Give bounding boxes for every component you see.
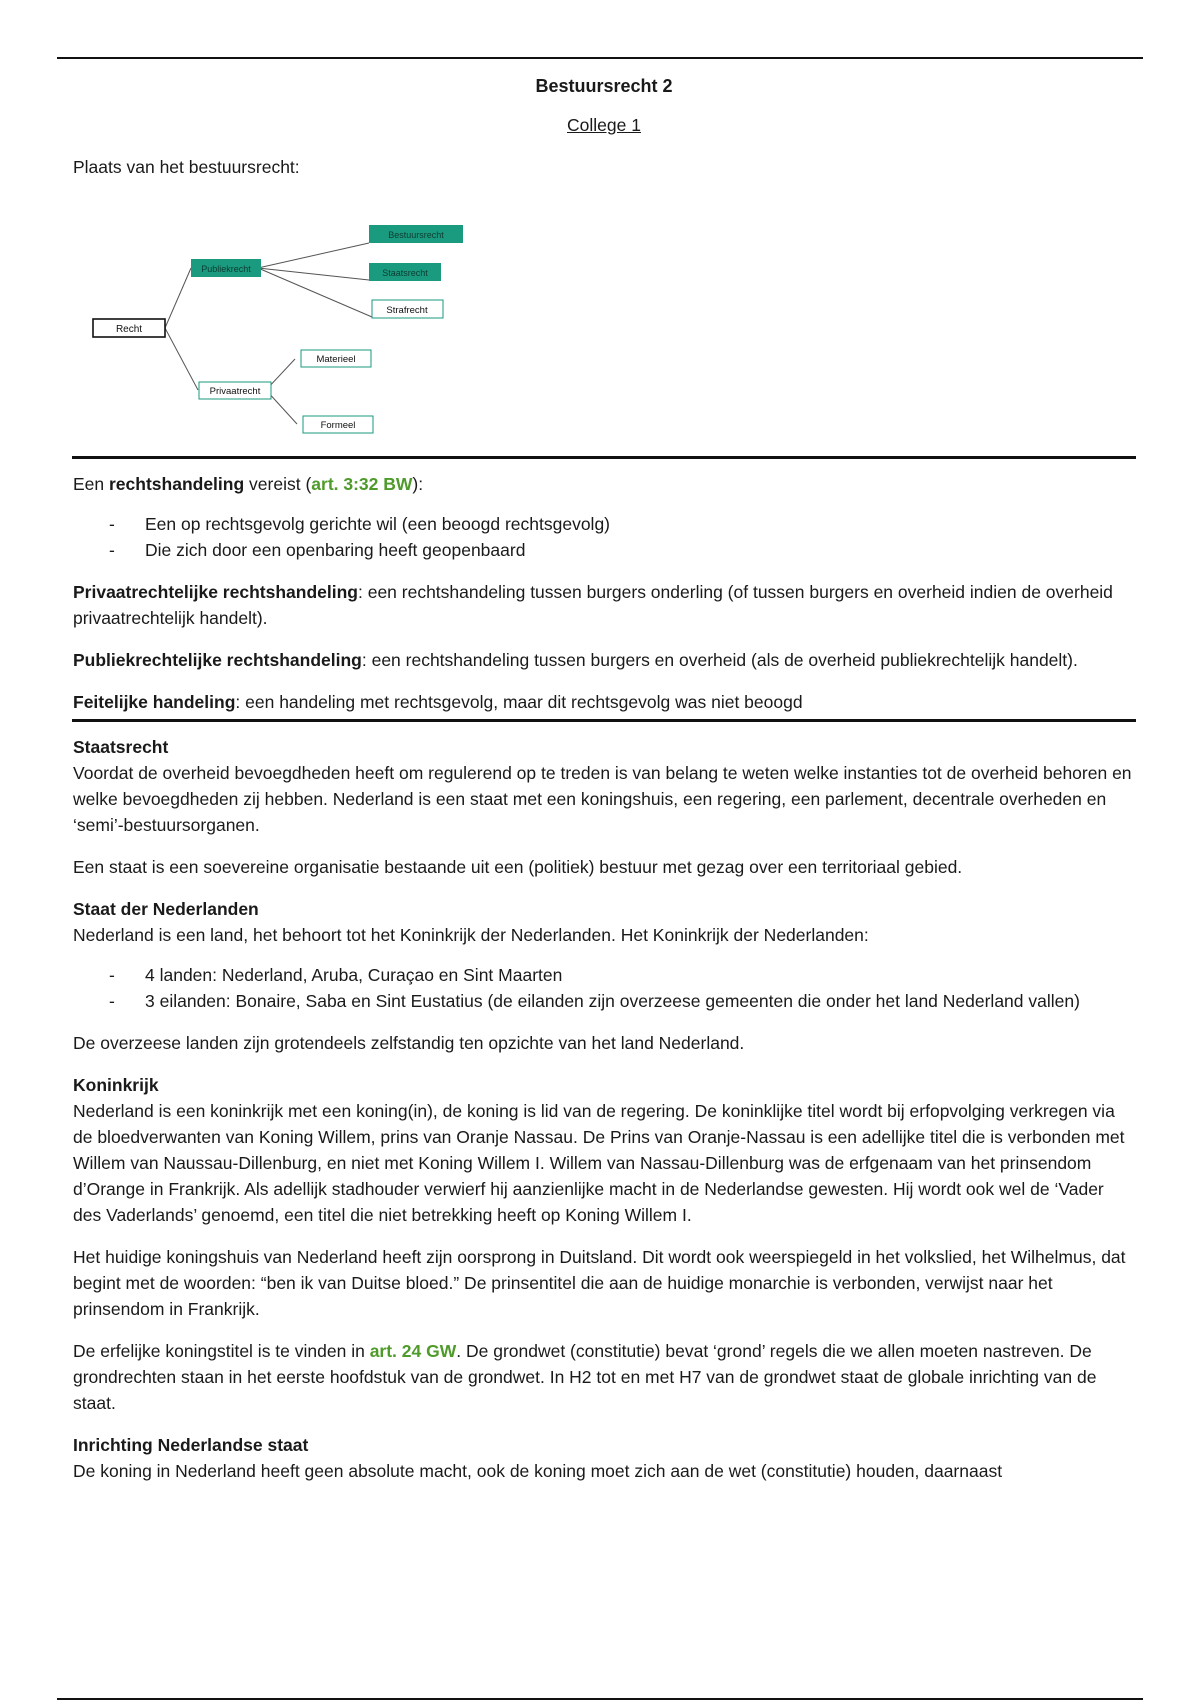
node-bestuursrecht-label: Bestuursrecht xyxy=(388,230,444,240)
staat-nl-paragraph: Nederland is een land, het behoort tot het Koninkrijk der Nederlanden. Het Koninkrijk der Nederlanden: xyxy=(73,925,869,945)
list-item: - Die zich door een openbaring heeft geopenbaard xyxy=(109,540,526,560)
overzees-paragraph: De overzeese landen zijn grotendeels zelfstandig ten opzichte van het land Nederland. xyxy=(73,1033,745,1053)
heading-staat-der-nederlanden: Staat der Nederlanden xyxy=(73,899,259,919)
koningshuis-paragraph: Het huidige koningshuis van Nederland heeft zijn oorsprong in Duitsland. Dit wordt ook weerspiegeld in het volkslied, het Wilhelmus, dat begint met de woorden: “ben ik van Duitse bloed.” De prinsentitel die aan de huidige monarchie is verbonden, verwijst naar het prinsendom in Frankrijk. xyxy=(73,1247,1126,1319)
law-tree-diagram xyxy=(86,198,506,448)
koninkrijk-paragraph: Nederland is een koninkrijk met een koning(in), de koning is lid van de regering. De koninklijke titel wordt bij erfopvolging verkregen via de bloedverwanten van Koning Willem, prins van Oranje Nassau. De Prins van Oranje-Nassau is een adellijke titel die is verbonden met Willem van Naussau-Dillenburg, en niet met Koning Willem I. Willem van Nassau-Dillenburg was de erfgenaam van het prinsendom d’Orange in Frankrijk. Als adellijk stadhouder verwierf hij aanzienlijke macht in de Nederlandse gewesten. Hij wordt ook wel de ‘Vader des Vaderlands’ genoemd, een titel die niet betrekking heeft op Koning Willem I. xyxy=(73,1101,1125,1225)
koninkrijk-list xyxy=(73,962,1135,1014)
node-formeel-label: Formeel xyxy=(320,420,356,431)
section-divider xyxy=(72,719,1136,722)
heading-koninkrijk: Koninkrijk xyxy=(73,1075,159,1095)
list-item: - Een op rechtsgevolg gerichte wil (een beoogd rechtsgevolg) xyxy=(109,514,611,534)
heading-staatsrecht: Staatsrecht xyxy=(73,737,169,757)
article-reference: art. 3:32 BW xyxy=(311,474,413,494)
node-strafrecht-label: Strafrecht xyxy=(386,305,428,316)
privaatrechtelijk-paragraph: Privaatrechtelijke rechtshandeling: een rechtshandeling tussen burgers onderling (of tussen burgers en overheid indien de overheid privaatrechtelijk handelt). xyxy=(73,582,1113,628)
list-item: - 4 landen: Nederland, Aruba, Curaçao en Sint Maarten xyxy=(109,965,563,985)
node-publiekrecht-label: Publiekrecht xyxy=(201,264,251,274)
document-page xyxy=(73,72,1135,1484)
publiekrechtelijk-paragraph: Publiekrechtelijke rechtshandeling: een rechtshandeling tussen burgers en overheid (als de overheid publiekrechtelijk handelt). xyxy=(73,650,1078,670)
article-reference: art. 24 GW xyxy=(369,1341,457,1361)
document-title: Bestuursrecht 2 xyxy=(535,76,673,96)
node-staatsrecht-label: Staatsrecht xyxy=(382,268,428,278)
node-recht-label: Recht xyxy=(115,324,143,335)
grondwet-paragraph: De erfelijke koningstitel is te vinden in art. 24 GW. De grondwet (constitutie) bevat ‘grond’ regels die we allen moeten nastreven. De grondrechten staan in het eerste hoofdstuk van de grondwet. In H2 tot en met H7 van de grondwet staat de globale inrichting van de staat. xyxy=(73,1341,1097,1413)
staatsrecht-paragraph: Voordat de overheid bevoegdheden heeft om regulerend op te treden is van belang te weten welke instanties tot de overheid behoren en welke bevoegdheden zij hebben. Nederland is een staat met een koningshuis, een regering, een parlement, decentrale overheden en ‘semi’-bestuursorganen. xyxy=(73,763,1132,835)
intro-text: Plaats van het bestuursrecht: xyxy=(73,157,300,177)
node-privaatrecht-label: Privaatrecht xyxy=(209,386,261,397)
inrichting-paragraph: De koning in Nederland heeft geen absolute macht, ook de koning moet zich aan de wet (constitutie) houden, daarnaast xyxy=(73,1461,1003,1481)
heading-inrichting: Inrichting Nederlandse staat xyxy=(73,1435,309,1455)
feitelijk-paragraph: Feitelijke handeling: een handeling met rechtsgevolg, maar dit rechtsgevolg was niet beoogd xyxy=(73,692,803,712)
requirements-list xyxy=(73,511,1135,563)
top-rule xyxy=(57,57,1143,59)
node-materieel-label: Materieel xyxy=(316,354,356,365)
rechtshandeling-paragraph: Een rechtshandeling vereist (art. 3:32 BW): xyxy=(73,474,424,494)
document-subtitle: College 1 xyxy=(567,115,641,135)
list-item: - 3 eilanden: Bonaire, Saba en Sint Eustatius (de eilanden zijn overzeese gemeenten die onder het land Nederland vallen) xyxy=(109,991,1080,1011)
section-divider xyxy=(72,456,1136,459)
staat-paragraph: Een staat is een soevereine organisatie bestaande uit een (politiek) bestuur met gezag over een territoriaal gebied. xyxy=(73,857,963,877)
